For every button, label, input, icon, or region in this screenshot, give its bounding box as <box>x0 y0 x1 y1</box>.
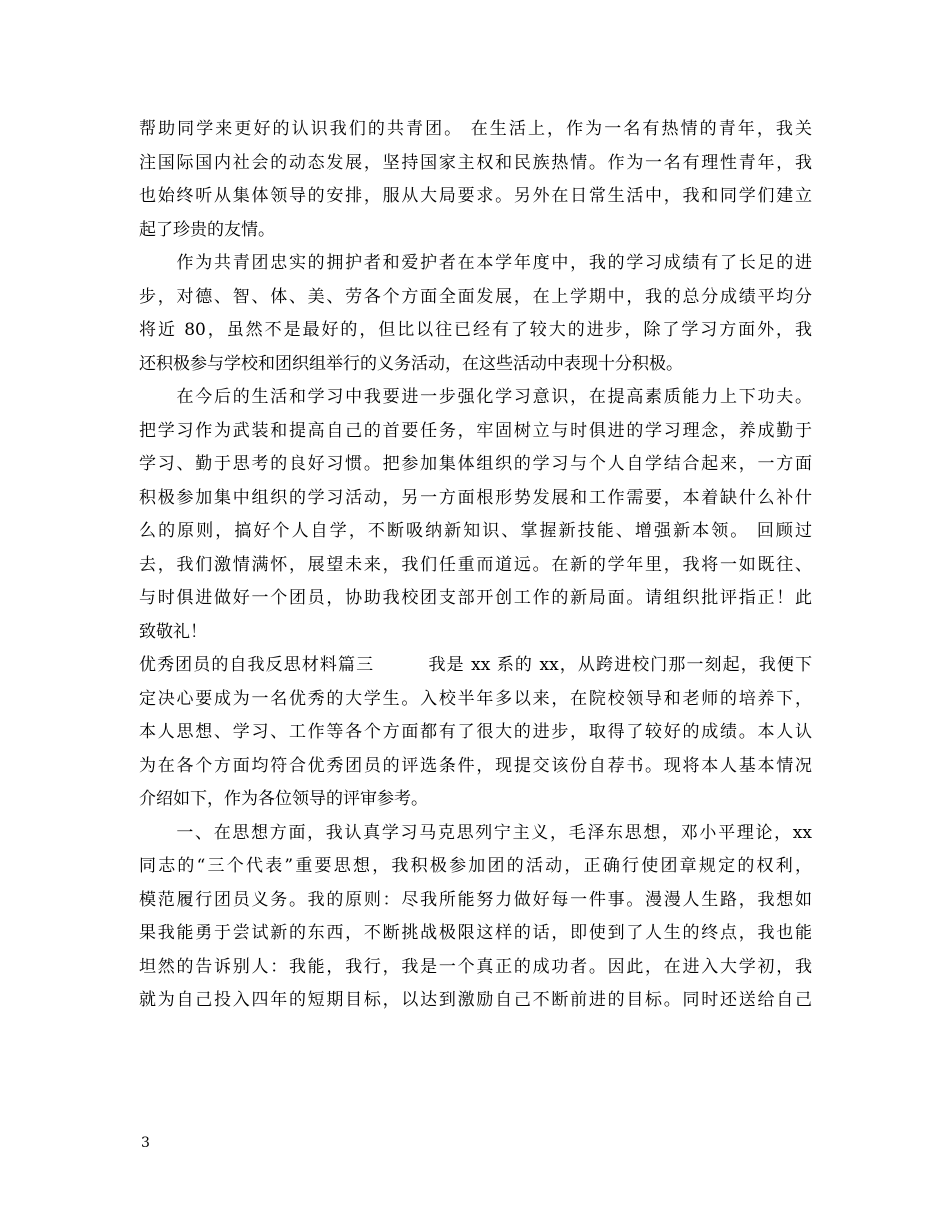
text-line: 帮助同学来更好的认识我们的共青团。 在生活上，作为一名有热情的青年，我关 <box>139 119 812 139</box>
document-body <box>139 113 812 1018</box>
text-line: 定决心要成为一名优秀的大学生。入校半年多以来，在院校领导和老师的培养下， <box>139 688 812 709</box>
text-line: 也始终听从集体领导的安排，服从大局要求。另外在日常生活中，我和同学们建立 <box>139 186 812 206</box>
text-line: 与时俱进做好一个团员，协助我校团支部开创工作的新局面。请组织批评指正！此 <box>139 588 812 608</box>
text-line: 去，我们激情满怀，展望未来，我们任重而道远。在新的学年里，我将一如既往、 <box>139 554 812 575</box>
text-line: 果我能勇于尝试新的东西，不断挑战极限这样的话，即使到了人生的终点，我也能 <box>139 923 812 943</box>
text-line: 起了珍贵的友情。 <box>139 219 275 240</box>
text-line: 模范履行团员义务。我的原则：尽我所能努力做好每一件事。漫漫人生路，我想如 <box>139 889 812 910</box>
text-line: 将近 80，虽然不是最好的，但比以往已经有了较大的进步，除了学习方面外，我 <box>139 320 812 340</box>
text-line: 致敬礼！ <box>139 621 207 642</box>
text-line: 注国际国内社会的动态发展，坚持国家主权和民族热情。作为一名有理性青年，我 <box>139 152 812 173</box>
section-heading-line: 优秀团员的自我反思材料篇三 我是 xx 系的 xx，从跨进校门那一刻起，我便下 <box>139 655 812 675</box>
text-line: 同志的“三个代表”重要思想，我积极参加团的活动，正确行使团章规定的权利， <box>139 856 812 876</box>
text-line: 一、在思想方面，我认真学习马克思列宁主义，毛泽东思想，邓小平理论，xx <box>139 822 812 843</box>
text-line: 就为自己投入四年的短期目标，以达到激励自己不断前进的目标。同时还送给自己 <box>139 990 812 1010</box>
text-line: 在今后的生活和学习中我要进一步强化学习意识，在提高素质能力上下功夫。 <box>139 387 812 407</box>
text-line: 么的原则，搞好个人自学，不断吸纳新知识、掌握新技能、增强新本领。 回顾过 <box>139 521 812 541</box>
text-line: 坦然的告诉别人：我能，我行，我是一个真正的成功者。因此，在进入大学初，我 <box>139 956 812 977</box>
text-line: 积极参加集中组织的学习活动，另一方面根形势发展和工作需要，本着缺什么补什 <box>139 487 812 508</box>
text-line: 把学习作为武装和提高自己的首要任务，牢固树立与时俱进的学习理念，养成勤于 <box>139 420 812 441</box>
text-line: 介绍如下，作为各位领导的评审参考。 <box>139 789 428 809</box>
text-line: 步，对德、智、体、美、劳各个方面全面发展，在上学期中，我的总分成绩平均分 <box>139 286 812 307</box>
text-line: 还积极参与学校和团织组举行的义务活动，在这些活动中表现十分积极。 <box>139 353 683 374</box>
page-number: 3 <box>141 1135 150 1151</box>
text-line: 为在各个方面均符合优秀团员的评选条件，现提交该份自荐书。现将本人基本情况 <box>139 755 812 776</box>
text-line: 作为共青团忠实的拥护者和爱护者在本学年度中，我的学习成绩有了长足的进 <box>139 253 812 273</box>
text-line: 学习、勤于思考的良好习惯。把参加集体组织的学习与个人自学结合起来，一方面 <box>139 454 812 474</box>
text-line: 本人思想、学习、工作等各个方面都有了很大的进步，取得了较好的成绩。本人认 <box>139 722 812 742</box>
